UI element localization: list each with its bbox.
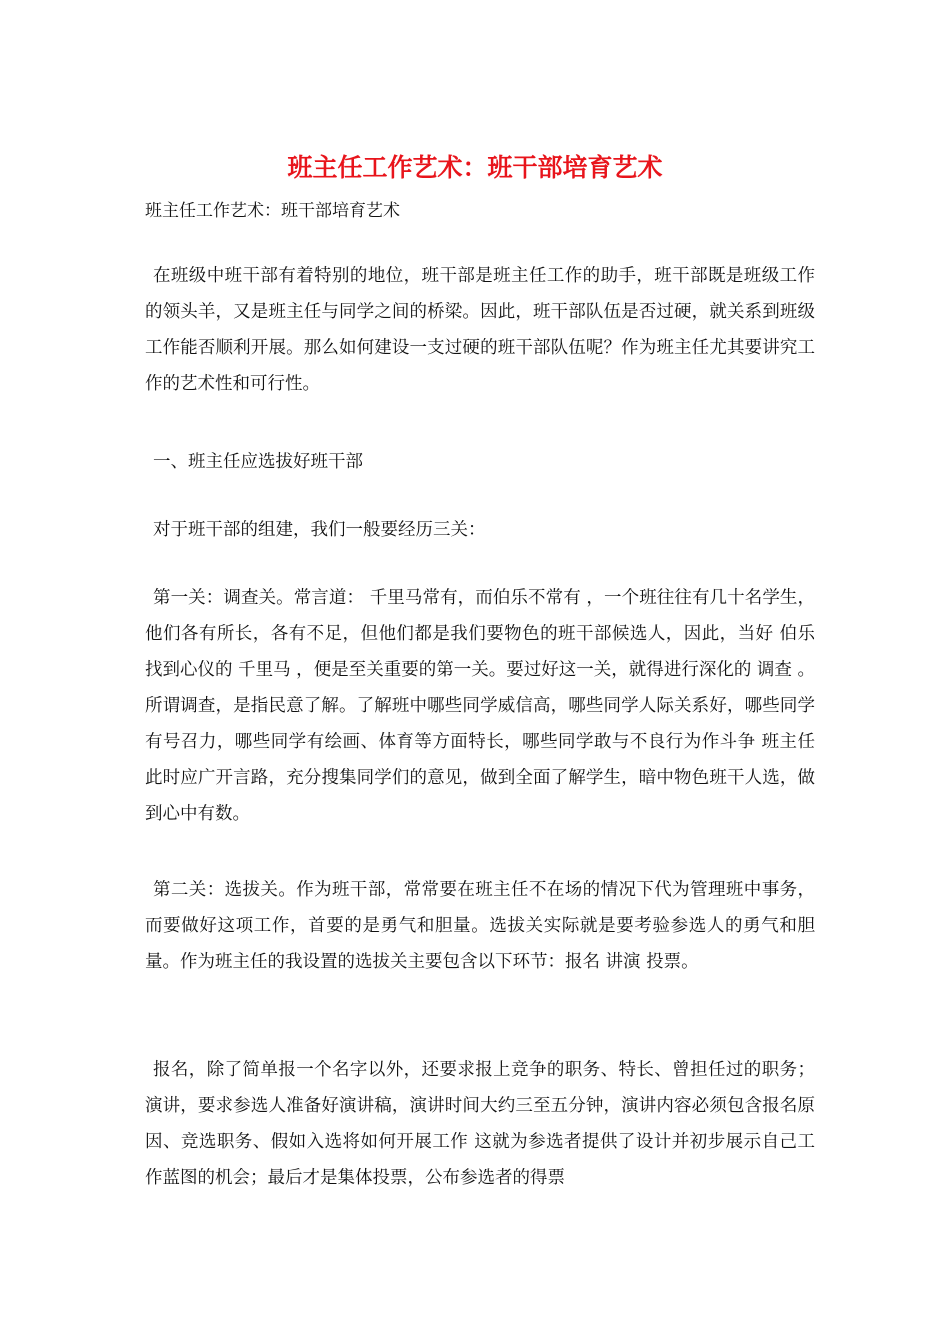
paragraph-stage-2: 第二关：选拔关。作为班干部，常常要在班主任不在场的情况下代为管理班中事务，而要做好这项工作，首要的是勇气和胆量。选拔关实际就是要考验参选人的勇气和胆量。作为班主任的我设置的选拔关主要包含以下环节：报名 讲演 投票。 xyxy=(145,880,815,972)
section-heading-1: 一、班主任应选拔好班干部 xyxy=(153,452,363,472)
paragraph-registration: 报名，除了简单报一个名字以外，还要求报上竞争的职务、特长、曾担任过的职务；演讲，要求参选人准备好演讲稿，演讲时间大约三至五分钟，演讲内容必须包含报名原因、竞选职务、假如入选将如何开展工作 这就为参选者提供了设计并初步展示自己工作蓝图的机会；最后才是集体投票，公布参选者的得票 xyxy=(145,1060,815,1188)
paragraph-three-stages: 对于班干部的组建，我们一般要经历三关： xyxy=(153,520,486,540)
document-subtitle: 班主任工作艺术：班干部培育艺术 xyxy=(145,201,400,221)
paragraph-stage-1: 第一关：调查关。常言道： 千里马常有，而伯乐不常有 ，一个班往往有几十名学生，他们各有所长，各有不足，但他们都是我们要物色的班干部候选人，因此，当好 伯乐 找到心仪的 千里马 ，便是至关重要的第一关。要过好这一关，就得进行深化的 调查 。所谓调查，是指民意了解。了解班中哪些同学威信高，哪些同学人际关系好，哪些同学有号召力，哪些同学有绘画、体育等方面特长，哪些同学敢与不良行为作斗争 班主任此时应广开言路，充分搜集同学们的意见，做到全面了解学生，暗中物色班干人选，做到心中有数。 xyxy=(145,588,815,824)
document-title: 班主任工作艺术：班干部培育艺术 xyxy=(287,153,663,182)
paragraph-intro: 在班级中班干部有着特别的地位，班干部是班主任工作的助手，班干部既是班级工作的领头羊，又是班主任与同学之间的桥梁。因此，班干部队伍是否过硬，就关系到班级工作能否顺利开展。那么如何建设一支过硬的班干部队伍呢？作为班主任尤其要讲究工作的艺术性和可行性。 xyxy=(145,266,815,394)
